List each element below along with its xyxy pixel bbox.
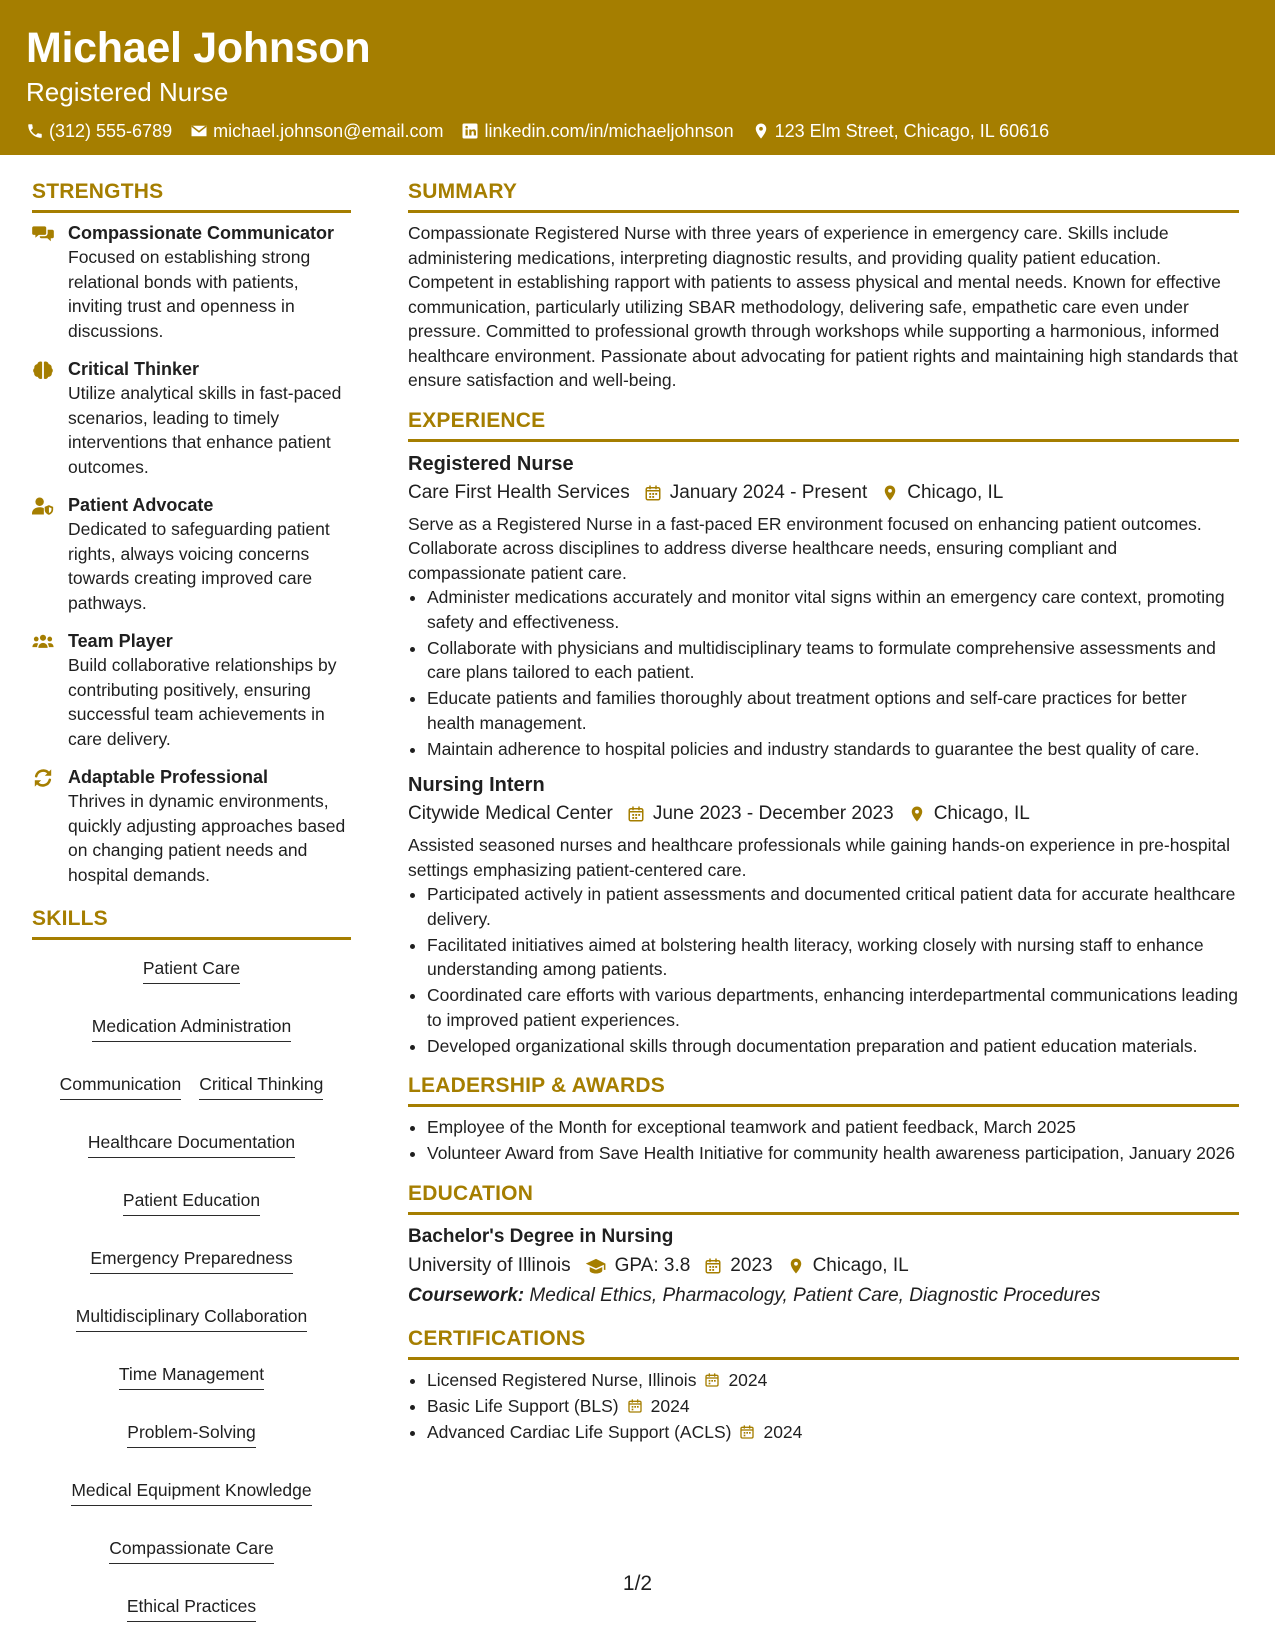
strength-title: Adaptable Professional xyxy=(68,767,269,787)
skill-tag: Medication Administration xyxy=(92,1014,291,1042)
skill-tag: Time Management xyxy=(119,1362,264,1390)
skill-tag: Communication xyxy=(60,1072,182,1100)
experience-section xyxy=(408,407,1239,1059)
skill-tag: Ethical Practices xyxy=(127,1594,256,1622)
skill-tag: Healthcare Documentation xyxy=(88,1130,295,1158)
user-shield-icon xyxy=(32,496,54,516)
education-year: 2023 xyxy=(730,1254,773,1276)
calendar-icon xyxy=(704,1257,722,1275)
calendar-icon xyxy=(644,484,662,502)
strength-desc: Build collaborative relationships by contributing positively, ensuring successful team achievements in care delivery. xyxy=(68,655,337,749)
coursework-label: Coursework: xyxy=(408,1284,525,1306)
skill-tag: Compassionate Care xyxy=(109,1536,273,1564)
summary-section xyxy=(408,178,1239,393)
job-description: Serve as a Registered Nurse in a fast-paced ER environment focused on enhancing patient outcomes. Collaborate across disciplines to address diverse healthcare needs, ensuring compliant and compassionate patient care. xyxy=(408,513,1202,583)
gpa-text: GPA: 3.8 xyxy=(614,1254,691,1276)
experience-entry xyxy=(408,450,1239,762)
job-meta xyxy=(408,799,1239,829)
skills-heading: SKILLS xyxy=(32,905,351,940)
graduation-cap-icon xyxy=(585,1257,607,1275)
company-name: Care First Health Services xyxy=(408,481,630,503)
summary-heading: SUMMARY xyxy=(408,178,1239,213)
contact-bar xyxy=(26,118,1249,144)
contact-email[interactable] xyxy=(190,118,443,144)
left-column xyxy=(32,178,351,1622)
education-heading: EDUCATION xyxy=(408,1180,1239,1215)
certification-name: • Basic Life Support (BLS) xyxy=(427,1395,619,1416)
resume-header xyxy=(0,0,1275,155)
job-bullets xyxy=(408,585,1239,761)
experience-heading: EXPERIENCE xyxy=(408,407,1239,442)
coursework-text: Medical Ethics, Pharmacology, Patient Care, Diagnostic Procedures xyxy=(529,1284,1101,1306)
bullet-item: • Facilitated initiatives aimed at bolstering health literacy, working closely with nursing staff to enhance understanding among patients. xyxy=(427,933,1239,982)
certifications-section xyxy=(408,1325,1239,1445)
coursework xyxy=(408,1281,1239,1311)
strength-item xyxy=(32,357,351,479)
map-pin-icon xyxy=(787,1257,805,1275)
strength-item xyxy=(32,629,351,751)
bullet-item: • Participated actively in patient assessments and documented critical patient data for accurate healthcare delivery. xyxy=(427,882,1239,931)
degree-title: Bachelor's Degree in Nursing xyxy=(408,1225,674,1247)
bullet-item: • Educate patients and families thoroughly about treatment options and self-care practices for better health management. xyxy=(427,686,1239,735)
certification-year: 2024 xyxy=(728,1369,768,1390)
calendar-icon xyxy=(739,1424,755,1440)
envelope-icon xyxy=(190,122,208,140)
job-title: Nursing Intern xyxy=(408,774,545,796)
education-location: Chicago, IL xyxy=(812,1254,909,1276)
bullet-item: • Maintain adherence to hospital policies and industry standards to guarantee the best quality of care. xyxy=(427,737,1239,762)
email-text: michael.johnson@email.com xyxy=(213,121,444,141)
map-pin-icon xyxy=(752,122,770,140)
contact-address xyxy=(752,118,1050,144)
calendar-icon xyxy=(627,1398,643,1414)
contact-phone[interactable] xyxy=(26,118,172,144)
certifications-heading: CERTIFICATIONS xyxy=(408,1325,1239,1360)
candidate-name: Michael Johnson xyxy=(26,24,371,72)
certification-item xyxy=(427,1420,1239,1445)
bullet-item: • Administer medications accurately and monitor vital signs within an emergency care context, promoting safety and effectiveness. xyxy=(427,585,1239,634)
page-number: 1/2 xyxy=(622,1572,653,1595)
strengths-list xyxy=(32,221,351,887)
awards-heading: LEADERSHIP & AWARDS xyxy=(408,1072,1239,1107)
strength-desc: Focused on establishing strong relational bonds with patients, inviting trust and openness in discussions. xyxy=(68,247,311,341)
certification-name: • Licensed Registered Nurse, Illinois xyxy=(427,1369,697,1390)
strength-item xyxy=(32,493,351,615)
experience-entry xyxy=(408,771,1239,1058)
bullet-item: • Developed organizational skills through documentation preparation and patient education materials. xyxy=(427,1034,1239,1059)
strength-title: Patient Advocate xyxy=(68,495,214,515)
education-meta xyxy=(408,1251,1239,1281)
certifications-list xyxy=(408,1368,1239,1445)
company-name: Citywide Medical Center xyxy=(408,803,613,824)
linkedin-icon xyxy=(461,122,479,140)
skill-tag: Patient Care xyxy=(143,956,240,984)
calendar-icon xyxy=(627,805,645,823)
certification-item xyxy=(427,1368,1239,1393)
refresh-icon xyxy=(32,768,54,788)
job-dates: June 2023 - December 2023 xyxy=(652,803,894,824)
group-icon xyxy=(32,632,54,652)
skill-tag: Critical Thinking xyxy=(199,1072,323,1100)
certification-year: 2024 xyxy=(650,1395,690,1416)
job-title: Registered Nurse xyxy=(408,452,574,475)
phone-text: (312) 555-6789 xyxy=(49,121,173,141)
strength-title: Team Player xyxy=(68,631,173,651)
job-bullets xyxy=(408,882,1239,1058)
awards-list xyxy=(408,1115,1239,1166)
skill-tag: Patient Education xyxy=(123,1188,260,1216)
job-dates: January 2024 - Present xyxy=(669,481,868,503)
strength-desc: Thrives in dynamic environments, quickly adjusting approaches based on changing patient needs and hospital demands. xyxy=(68,791,346,885)
brain-icon xyxy=(32,360,54,380)
skills-list xyxy=(32,948,351,1622)
awards-section xyxy=(408,1072,1239,1166)
skill-tag: Multidisciplinary Collaboration xyxy=(76,1304,308,1332)
summary-text: Compassionate Registered Nurse with three years of experience in emergency care. Skills include administering medications, interpreting diagnostic results, and providing quality patient education. Competent in establishing rapport with patients to assess physical and mental needs. Known for effective communication, particularly utilizing SBAR methodology, delivering safe, empathetic care even under pressure. Committed to professional growth through workshops while supporting a harmonious, informed healthcare environment. Passionate about advocating for patient rights and maintaining high standards that ensure satisfaction and well-being. xyxy=(408,223,1238,390)
strengths-heading: STRENGTHS xyxy=(32,178,351,213)
bullet-item: • Collaborate with physicians and multidisciplinary teams to formulate comprehensive assessments and care plans tailored to each patient. xyxy=(427,636,1239,685)
job-description: Assisted seasoned nurses and healthcare professionals while gaining hands-on experience in pre-hospital settings emphasizing patient-centered care. xyxy=(408,835,1231,880)
skill-tag: Emergency Preparedness xyxy=(90,1246,292,1274)
certification-item xyxy=(427,1394,1239,1419)
map-pin-icon xyxy=(908,805,926,823)
skill-tag: Medical Equipment Knowledge xyxy=(71,1478,311,1506)
address-text: 123 Elm Street, Chicago, IL 60616 xyxy=(774,121,1050,141)
contact-linkedin[interactable] xyxy=(461,118,733,144)
certification-name: • Advanced Cardiac Life Support (ACLS) xyxy=(427,1421,732,1442)
strength-item xyxy=(32,221,351,343)
phone-icon xyxy=(26,122,44,140)
education-section xyxy=(408,1180,1239,1311)
linkedin-text: linkedin.com/in/michaeljohnson xyxy=(484,121,734,141)
award-item: • Volunteer Award from Save Health Initiative for community health awareness participation, January 2026 xyxy=(427,1141,1239,1166)
strength-title: Critical Thinker xyxy=(68,359,200,379)
job-location: Chicago, IL xyxy=(933,803,1030,824)
calendar-icon xyxy=(704,1372,720,1388)
certification-year: 2024 xyxy=(763,1421,803,1442)
strength-item xyxy=(32,765,351,887)
job-location: Chicago, IL xyxy=(907,481,1004,503)
strength-desc: Dedicated to safeguarding patient rights, always voicing concerns towards creating improved care pathways. xyxy=(68,519,330,613)
strength-title: Compassionate Communicator xyxy=(68,223,335,243)
school-name: University of Illinois xyxy=(408,1254,571,1276)
bullet-item: • Coordinated care efforts with various departments, enhancing interdepartmental communications leading to improved patient experiences. xyxy=(427,983,1239,1032)
map-pin-icon xyxy=(881,484,899,502)
candidate-role: Registered Nurse xyxy=(26,77,229,107)
right-column xyxy=(408,178,1239,1458)
strength-desc: Utilize analytical skills in fast-paced scenarios, leading to timely interventions that enhance patient outcomes. xyxy=(68,383,342,477)
job-meta xyxy=(408,478,1239,508)
award-item: • Employee of the Month for exceptional teamwork and patient feedback, March 2025 xyxy=(427,1115,1239,1140)
chat-bubbles-icon xyxy=(32,224,54,244)
skill-tag: Problem-Solving xyxy=(127,1420,255,1448)
